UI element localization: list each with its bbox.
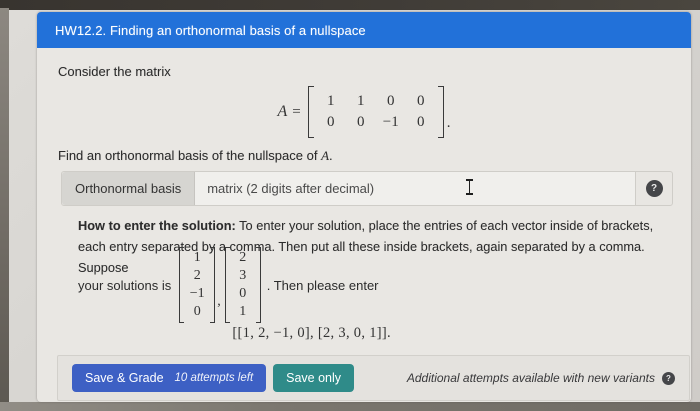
vector-cell: 3: [239, 268, 247, 283]
photo-edge-top: [0, 0, 700, 10]
example-vector-1: [179, 247, 215, 323]
matrix-bracket-right: [438, 86, 444, 138]
matrix-cell: 0: [327, 114, 335, 130]
matrix-entries: [314, 90, 438, 134]
variants-help-icon[interactable]: [662, 372, 675, 385]
question-title: HW12.2. Finding an orthonormal basis of a nullspace: [55, 22, 366, 38]
vector-separator-comma: ,: [217, 294, 221, 309]
matrix-cell: 0: [387, 93, 395, 109]
vector-cell: 2: [193, 268, 201, 283]
solutions-suffix: . Then please enter: [266, 277, 379, 293]
task-sentence: Find an orthonormal basis of the nullspace of: [58, 148, 318, 163]
task-text: [58, 148, 333, 164]
vector-bracket-right: [210, 247, 215, 323]
matrix-equation: [37, 86, 691, 138]
question-mark-glyph: ?: [666, 373, 671, 383]
solutions-prefix: your solutions is: [78, 277, 172, 293]
answer-help-tile: [636, 172, 672, 205]
equation-period: .: [446, 115, 451, 131]
vector-entries: [230, 247, 256, 323]
example-vector-2: [225, 247, 261, 323]
vector-entries: [184, 247, 210, 323]
vector-cell: −1: [189, 286, 205, 301]
matrix-cell: 0: [357, 114, 365, 130]
matrix-name: A: [277, 103, 288, 120]
vector-cell: 2: [239, 250, 247, 265]
equals-sign: =: [292, 103, 301, 120]
answer-input[interactable]: [195, 172, 635, 205]
vector-bracket-right: [256, 247, 261, 323]
matrix-cell: 0: [417, 114, 425, 130]
additional-attempts-text: Additional attempts available with new variants: [406, 371, 655, 385]
matrix-cell: −1: [382, 114, 399, 130]
task-matrix-var: A: [321, 148, 330, 163]
vector-cell: 0: [193, 304, 201, 319]
example-solutions-line: [78, 246, 379, 324]
additional-attempts-note: [407, 371, 675, 385]
question-card: [37, 12, 691, 402]
save-grade-label: Save & Grade: [85, 371, 164, 385]
save-only-button[interactable]: Save only: [273, 364, 354, 392]
photo-edge-left: [0, 8, 9, 403]
matrix-cell: 1: [327, 93, 335, 109]
howto-bold: How to enter the solution:: [78, 218, 236, 233]
howto-text: To enter your solution, place the entries of each vector inside of brackets, each entry separated by a comma. Then put all these inside brackets, again separated by a comma. Suppose: [78, 218, 654, 275]
task-period: .: [329, 148, 333, 163]
photo-edge-bottom: [0, 402, 700, 411]
save-grade-button[interactable]: [72, 364, 266, 392]
answer-label: Orthonormal basis: [62, 172, 195, 205]
action-bar: [57, 355, 690, 401]
intro-text: Consider the matrix: [58, 64, 171, 79]
attempts-left-label: 10 attempts left: [174, 372, 254, 384]
vector-cell: 1: [193, 250, 201, 265]
question-header: [37, 12, 691, 48]
vector-cell: 1: [239, 304, 247, 319]
matrix-cell: 0: [417, 93, 425, 109]
answer-help-icon[interactable]: [646, 180, 663, 197]
entry-formula: [[1, 2, −1, 0], [2, 3, 0, 1]].: [232, 325, 391, 341]
answer-row: [61, 171, 673, 206]
answer-field-group: [62, 172, 636, 205]
matrix-cell: 1: [357, 93, 365, 109]
vector-cell: 0: [239, 286, 247, 301]
question-mark-glyph: ?: [650, 183, 658, 194]
